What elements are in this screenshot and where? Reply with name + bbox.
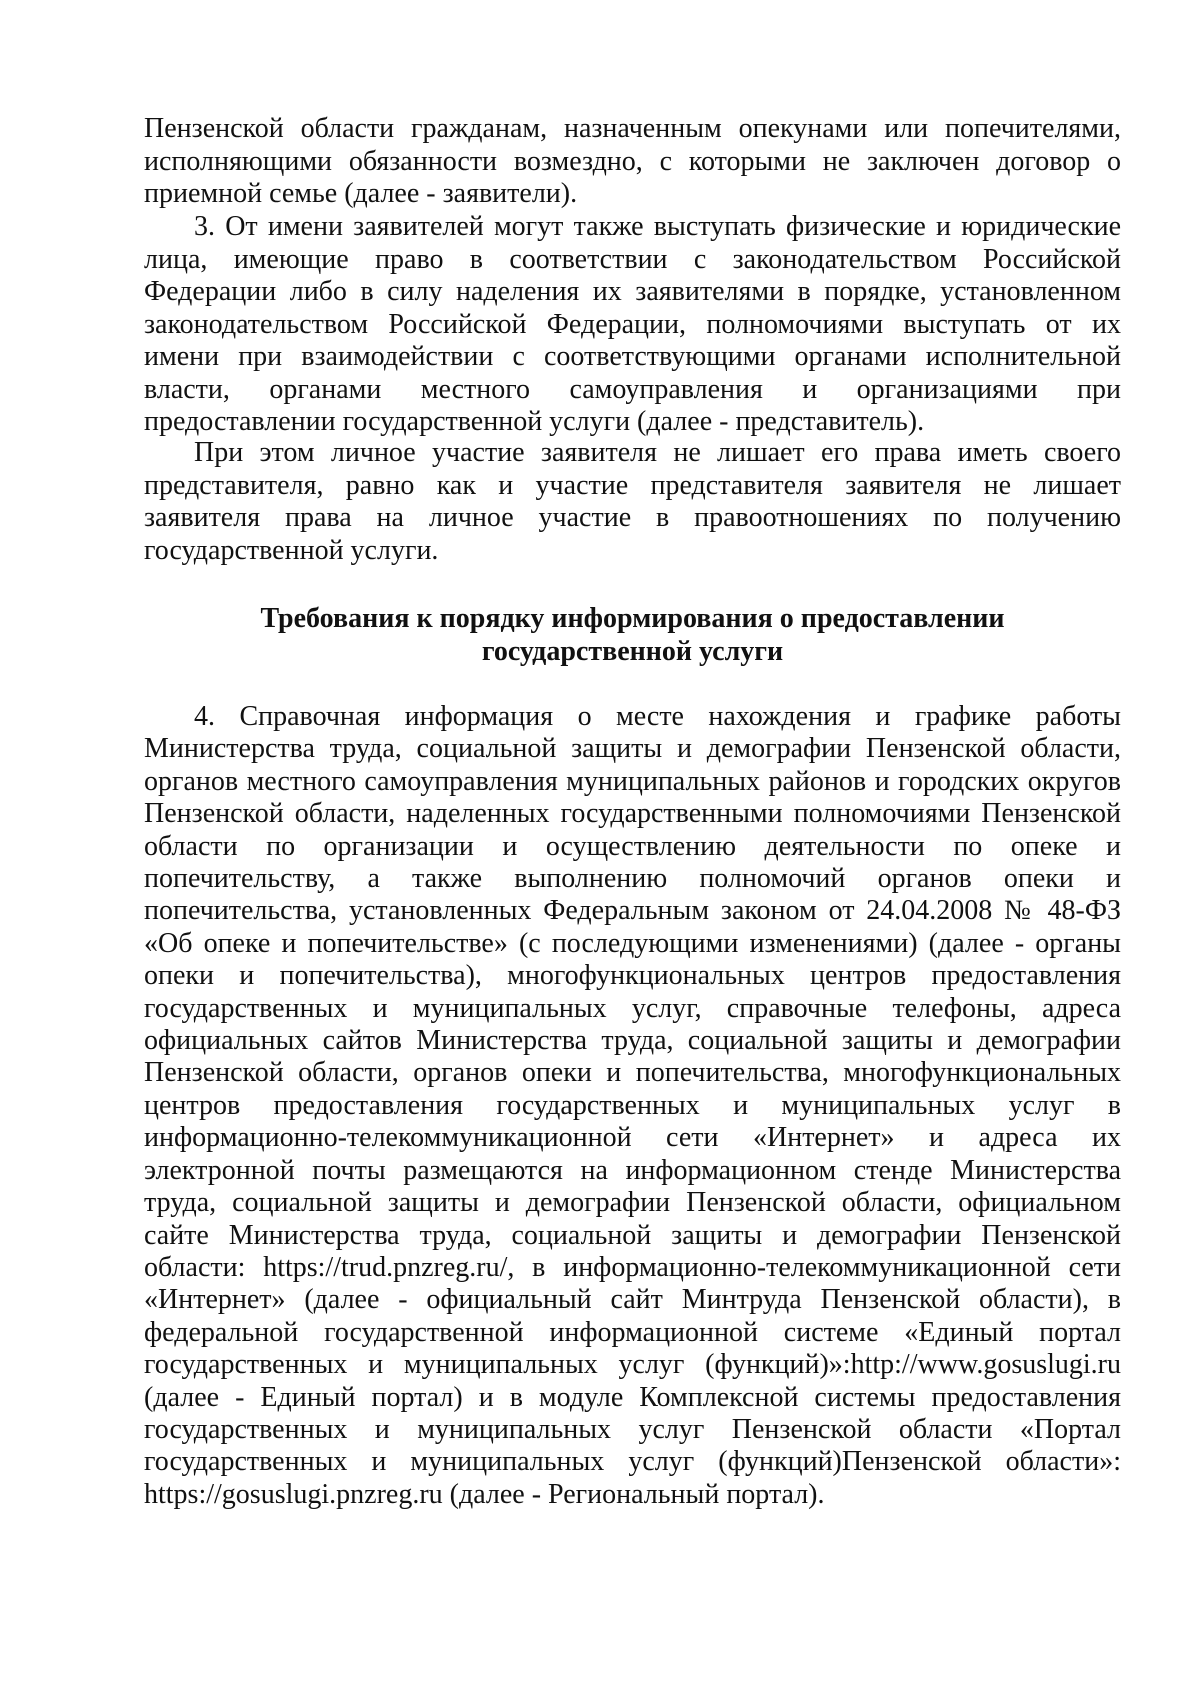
section-heading-line-2: государственной услуги (481, 635, 784, 667)
paragraph-4: 4. Справочная информация о месте нахождения и графике работы Министерства труда, социальной защиты и демографии Пензенской области, органов местного самоуправления муниципальных районов и городских округов Пензенской области, наделенных государственными полномочиями Пензенской области по организации и осуществлению деятельности по опеке и попечительству, а также выполнению полномочий органов опеки и попечительства, установленных Федеральным законом от 24.04.2008 № 48-ФЗ «Об опеке и попечительстве» (с последующими изменениями) (далее - органы опеки и попечительства), многофункциональных центров предоставления государственных и муниципальных услуг, справочные телефоны, адреса официальных сайтов Министерства труда, социальной защиты и демографии Пензенской области, органов опеки и попечительства, многофункциональных центров предоставления государственных и муниципальных услуг в информационно-телекоммуникационной сети «Интернет» и адреса их электронной почты размещаются на информационном стенде Министерства труда, социальной защиты и демографии Пензенской области, официальном сайте Министерства труда, социальной защиты и демографии Пензенской области: https://trud.pnzreg.ru/, в информационно-телекоммуникационной сети «Интернет» (далее - официальный сайт Минтруда Пензенской области), в федеральной государственной информационной системе «Единый портал государственных и муниципальных услуг (функций)»:http://www.gosuslugi.ru (далее - Единый портал) и в модуле Комплексной системы предоставления государственных и муниципальных услуг Пензенской области «Портал государственных и муниципальных услуг (функций)Пензенской области»: https://gosuslugi.pnzreg.ru (далее - Региональный портал). (144, 701, 1121, 1510)
section-heading-line-1: Требования к порядку информирования о предоставлении (260, 603, 1005, 634)
paragraph-3-note: При этом личное участие заявителя не лишает его права иметь своего представителя, равно как и участие представителя заявителя не лишает заявителя права на личное участие в правоотношениях по получению государственной услуги. (144, 437, 1121, 566)
paragraph-continuation: Пензенской области гражданам, назначенным опекунами или попечителями, исполняющими обязанности возмездно, с которыми не заключен договор о приемной семье (далее - заявители). (144, 113, 1121, 209)
section-heading (144, 603, 1121, 668)
paragraph-3: 3. От имени заявителей могут также выступать физические и юридические лица, имеющие право в соответствии с законодательством Российской Федерации либо в силу наделения их заявителями в порядке, установленном законодательством Российской Федерации, полномочиями выступать от их имени при взаимодействии с соответствующими органами исполнительной власти, органами местного самоуправления и организациями при предоставлении государственной услуги (далее - представитель). (144, 211, 1121, 437)
